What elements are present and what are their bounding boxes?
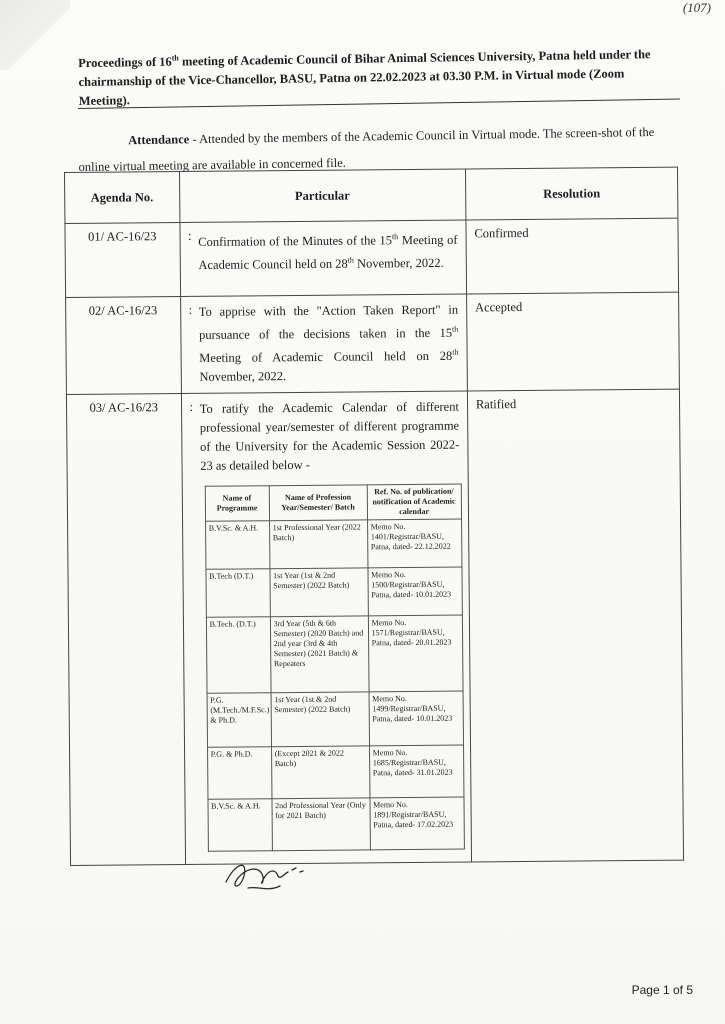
agenda-number: 03/ AC-16/23 [66,394,185,866]
agenda-particular [192,391,472,864]
ref-cell: Memo No. 1571/Registrar/BASU, Patna, dated- 20.01.2023 [368,615,463,692]
agenda-number: 01/ AC-16/23 [65,222,180,297]
ref-cell: Memo No. 1499/Registrar/BASU, Patna, dated- 10.01.2023 [369,691,463,746]
header-particular: Particular [179,169,466,222]
header-resolution: Resolution [465,167,678,220]
subtable-row [205,519,461,569]
agenda-row [65,218,679,297]
programme-cell: B.Tech (D.T.) [206,569,270,618]
agenda-particular [190,220,466,296]
year-cell: 2nd Professional Year (Only for 2021 Batch) [272,798,370,851]
subtable-row [206,567,462,617]
ref-cell: Memo No. 1500/Registrar/BASU, Patna, dated- 10.01.2023 [368,567,462,616]
agenda-number: 02/ AC-16/23 [66,296,181,394]
academic-calendar-table [204,484,464,852]
particular-text: November, 2022. [353,256,444,271]
sup-th: th [452,347,459,357]
programme-cell: P.G. & Ph.D. [207,747,271,800]
ref-cell: Memo No. 1401/Registrar/BASU, Patna, dated- 22.12.2022 [367,519,461,568]
colon-separator: : [181,394,196,865]
agenda-table [64,167,684,867]
subtable-header-row [205,484,461,521]
agenda-resolution: Accepted [466,292,679,391]
header-agenda-no: Agenda No. [65,171,180,223]
programme-cell: P.G. (M.Tech./M.F.Sc.) & Ph.D. [207,693,271,748]
heading-part1: Proceedings of 16 [78,54,172,71]
heading-sup: th [171,53,179,63]
page-number: Page 1 of 5 [631,983,693,997]
ref-cell: Memo No. 1685/Registrar/BASU, Patna, dated- 31.01.2023 [369,745,463,798]
year-cell: (Except 2021 & 2022 Batch) [271,746,369,799]
year-cell: 3rd Year (5th & 6th Semester) (2020 Batch) and 2nd year (3rd & 4th Semester) (2021 Batch) & Repeaters [270,616,369,693]
year-cell: 1st Year (1st & 2nd Semester) (2022 Batch) [271,692,369,747]
sup-th: th [451,324,459,334]
programme-cell: B.Tech. (D.T.) [206,617,271,694]
subtable-row [208,797,464,851]
particular-text: Confirmation of the Minutes of the 15 [198,233,393,249]
programme-cell: B.V.Sc. & A.H. [205,521,269,570]
handwritten-page-ref: (107) [682,0,711,15]
heading-part2: meeting of Academic Council of Bihar Animal Sciences University, Patna held under the chairmanship of the Vice-Chancellor, BASU, Patna on 22.02.2023 at 03.30 P.M. in Virtual mode (Zoom Meeting). [78,47,651,109]
year-cell: 1st Professional Year (2022 Batch) [269,520,367,569]
sup-th: th [347,255,354,265]
folded-corner [0,0,70,70]
subheader-programme: Name of Programme [205,486,269,522]
agenda-row [66,292,680,395]
ref-cell: Memo No. 1891/Registrar/BASU, Patna, dated- 17.02.2023 [370,797,464,850]
subtable-row [206,615,463,693]
year-cell: 1st Year (1st & 2nd Semester) (2022 Batch) [270,568,368,617]
colon-separator: : [179,222,190,296]
particular-text: Meeting of Academic Council held on 28 [199,348,453,366]
particular-text: To ratify the Academic Calendar of different professional year/semester of different programme of the University for the Academic Session 2022-23 as detailed below - [199,399,460,474]
agenda-particular [191,294,468,394]
signature-image [218,848,318,898]
subheader-ref: Ref. No. of publication/ notification of Academic calendar [367,484,461,520]
agenda-row [66,389,683,865]
attendance-text: - Attended by the members of the Academic Council in Virtual mode. The screen-shot of the online virtual meeting are available in concerned file. [78,124,655,174]
agenda-header-row [65,167,678,223]
particular-text: Meeting of Academic Council held on 28 [198,232,458,273]
colon-separator: : [180,296,191,393]
agenda-resolution: Confirmed [466,218,679,294]
particular-text: To apprise with the "Action Taken Report" in pursuance of the decisions taken in the 15 [198,302,459,342]
sup-th: th [391,232,399,242]
particular-text: November, 2022. [199,369,287,385]
subtable-row [207,745,463,799]
agenda-resolution: Ratified [467,389,683,862]
subtable-row [207,691,463,747]
subheader-year: Name of Profession Year/Semester/ Batch [269,485,367,521]
programme-cell: B.V.Sc. & A.H. [208,799,272,852]
attendance-label: Attendance [128,132,190,148]
